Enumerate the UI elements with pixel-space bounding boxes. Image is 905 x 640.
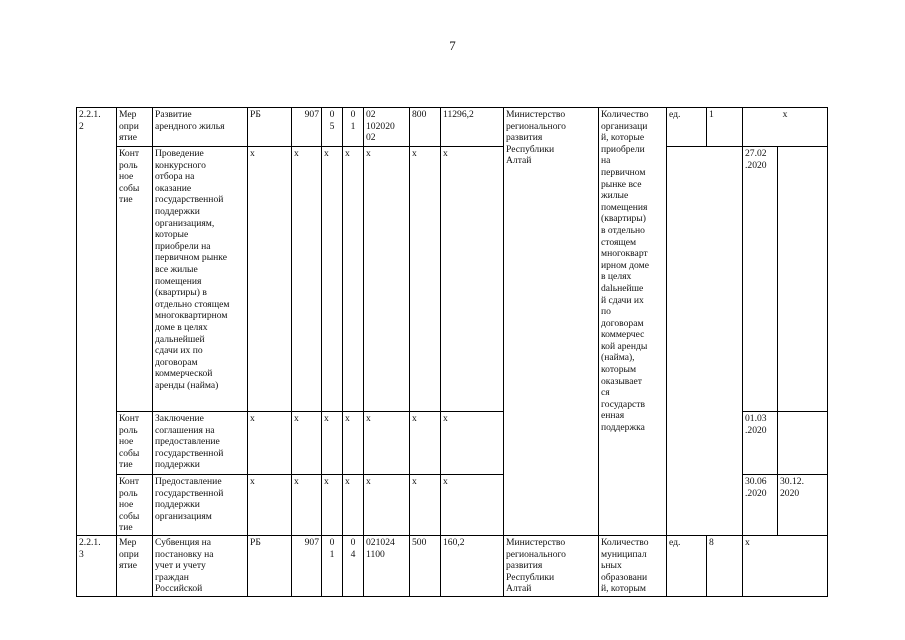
row-vr: 800 [410, 108, 441, 147]
table-row [77, 147, 828, 412]
row-name: Развитие арендного жилья [153, 108, 248, 147]
row-indicator: Количество муниципал ьных образовани й, которым [599, 536, 667, 597]
row-csr: x [364, 147, 410, 412]
row-unit: ед. [667, 536, 707, 597]
row-amount: 11296,2 [441, 108, 504, 147]
row-csr: x [364, 412, 410, 475]
row-kind: Мер опри ятие [117, 108, 153, 147]
row-date-start: 01.03 .2020 [743, 412, 778, 475]
row-vr: 500 [410, 536, 441, 597]
row-executor: Министерство регионального развития Республики Алтай [504, 108, 599, 536]
page-number: 7 [449, 38, 456, 53]
row-rz: 0 5 [322, 108, 343, 147]
row-date-end [778, 412, 828, 475]
row-date-start: 30.06 .2020 [743, 475, 778, 536]
row-indicator: Количество организаци й, которые приобрели на первичном рынке все жилые помещения (квартиры) в отдельно стоящем многокварт ирном доме в целях dalьнейше й сдачи их по договорам коммерчес кой аренды (найма), которым оказывает ся государств енная поддержка [599, 108, 667, 536]
row-name: Субвенция на постановку на учет и учету граждан Российской [153, 536, 248, 597]
row-grbs: 907 [292, 108, 322, 147]
row-amount: 160,2 [441, 536, 504, 597]
row-kind: Конт роль ное собы тие [117, 147, 153, 412]
row-amount: x [441, 475, 504, 536]
table-row [77, 108, 828, 147]
row-budget: x [248, 147, 292, 412]
row-rz: x [322, 147, 343, 412]
row-budget: РБ [248, 108, 292, 147]
row-vr: x [410, 475, 441, 536]
row-vr: x [410, 147, 441, 412]
row-pr: x [343, 147, 364, 412]
row-csr: 02 102020 02 [364, 108, 410, 147]
row-code: 2.2.1. 3 [77, 536, 117, 597]
plan-table [76, 107, 828, 597]
row-grbs: x [292, 147, 322, 412]
row-date-end [778, 147, 828, 412]
row-dates: x [743, 108, 828, 147]
row-value: 8 [707, 536, 743, 597]
row-kind: Конт роль ное собы тие [117, 475, 153, 536]
row-kind: Мер опри ятие [117, 536, 153, 597]
row-executor: Министерство регионального развития Республики Алтай [504, 536, 599, 597]
empty-cell [667, 147, 743, 536]
row-budget: РБ [248, 536, 292, 597]
row-grbs: x [292, 475, 322, 536]
row-rz: 0 1 [322, 536, 343, 597]
row-name: Проведение конкурсного отбора на оказание государственной поддержки организациям, которые приобрели на первичном рынке все жилые помещения (квартиры) в отдельно стоящем многоквартирном доме в целях дальнейшей сдачи их по договорам коммерческой аренды (найма) [153, 147, 248, 412]
row-rz: x [322, 475, 343, 536]
row-amount: x [441, 412, 504, 475]
row-dates: x [743, 536, 828, 597]
row-budget: x [248, 412, 292, 475]
table-row [77, 536, 828, 597]
row-kind: Конт роль ное собы тие [117, 412, 153, 475]
row-value: 1 [707, 108, 743, 147]
row-pr: 0 1 [343, 108, 364, 147]
row-pr: 0 4 [343, 536, 364, 597]
row-date-end: 30.12. 2020 [778, 475, 828, 536]
row-vr: x [410, 412, 441, 475]
row-csr: x [364, 475, 410, 536]
row-pr: x [343, 475, 364, 536]
row-csr: 021024 1100 [364, 536, 410, 597]
row-grbs: 907 [292, 536, 322, 597]
row-budget: x [248, 475, 292, 536]
row-amount: x [441, 147, 504, 412]
row-name: Заключение соглашения на предоставление государственной поддержки [153, 412, 248, 475]
row-name: Предоставление государственной поддержки организациям [153, 475, 248, 536]
row-code: 2.2.1. 2 [77, 108, 117, 536]
row-date-start: 27.02 .2020 [743, 147, 778, 412]
row-grbs: x [292, 412, 322, 475]
row-pr: x [343, 412, 364, 475]
row-unit: ед. [667, 108, 707, 147]
row-rz: x [322, 412, 343, 475]
